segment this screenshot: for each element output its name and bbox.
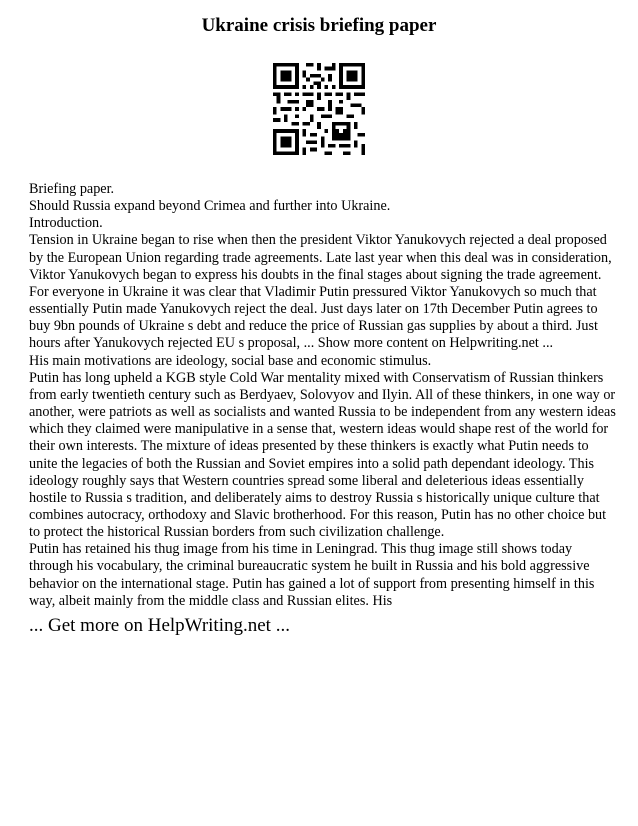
qr-code-icon xyxy=(273,63,365,155)
paragraph-body: Tension in Ukraine began to rise when then the president Viktor Yanukovych rejected a deal proposed by the European Union regarding trade agreements. Late last year when this deal was in consideration, Viktor Yanukovych began to express his doubts in the final stages about signing the trade agreement. For everyone in Ukraine it was clear that Vladimir Putin pressured Viktor Yanukovych so much that essentially Putin made Yanukovych reject the deal. Just days later on 17th December Putin agrees to buy 9bn pounds of Ukraine s debt and reduce the price of Russian gas supplies by about a third. Just hours after Yanukovych rejected EU s proposal, ... Show more content on Helpwriting.net ... xyxy=(29,232,612,352)
paragraph-body: His main motivations are ideology, social base and economic stimulus. xyxy=(29,352,432,369)
document-body xyxy=(29,181,617,610)
get-more-link[interactable]: ... Get more on HelpWriting.net ... xyxy=(29,615,290,636)
paragraph-body: Putin has long upheld a KGB style Cold War mentality mixed with Conservatism of Russian thinkers from early twentieth century such as Berdyaev, Solovyov and Ilyin. All of these thinkers, in one way or another, were patriots as well as socialists and wanted Russia to be independent from any western ideas which they claimed were manipulative in a sense that, western ideas would shape rest of the world for their own interests. The mixture of ideas presented by these thinkers is exactly what Putin needs to unite the legacies of both the Russian and Soviet empires into a solid path dependant ideology. This ideology roughly says that Western countries spread some liberal and deleterious ideas essentially hostile to Russia s tradition, and deliberately aims to destroy Russia s historically unique culture that combines autocracy, orthodoxy and Slavic brotherhood. For this reason, Putin has no other choice but to protect the historical Russian borders from such civilization challenge. xyxy=(29,369,616,541)
paragraph-heading: Introduction. xyxy=(29,215,103,232)
paragraph-question: Should Russia expand beyond Crimea and further into Ukraine. xyxy=(29,198,391,215)
paragraph-label: Briefing paper. xyxy=(29,181,115,197)
paragraph-body: Putin has retained his thug image from his time in Leningrad. This thug image still shows today through his vocabulary, the criminal bureaucratic system he built in Russia and his bold aggressive behavior on the international stage. Putin has gained a lot of support from presenting himself in this way, albeit mainly from the middle class and Russian elites. His xyxy=(29,541,595,609)
page-title: Ukraine crisis briefing paper xyxy=(201,15,437,36)
